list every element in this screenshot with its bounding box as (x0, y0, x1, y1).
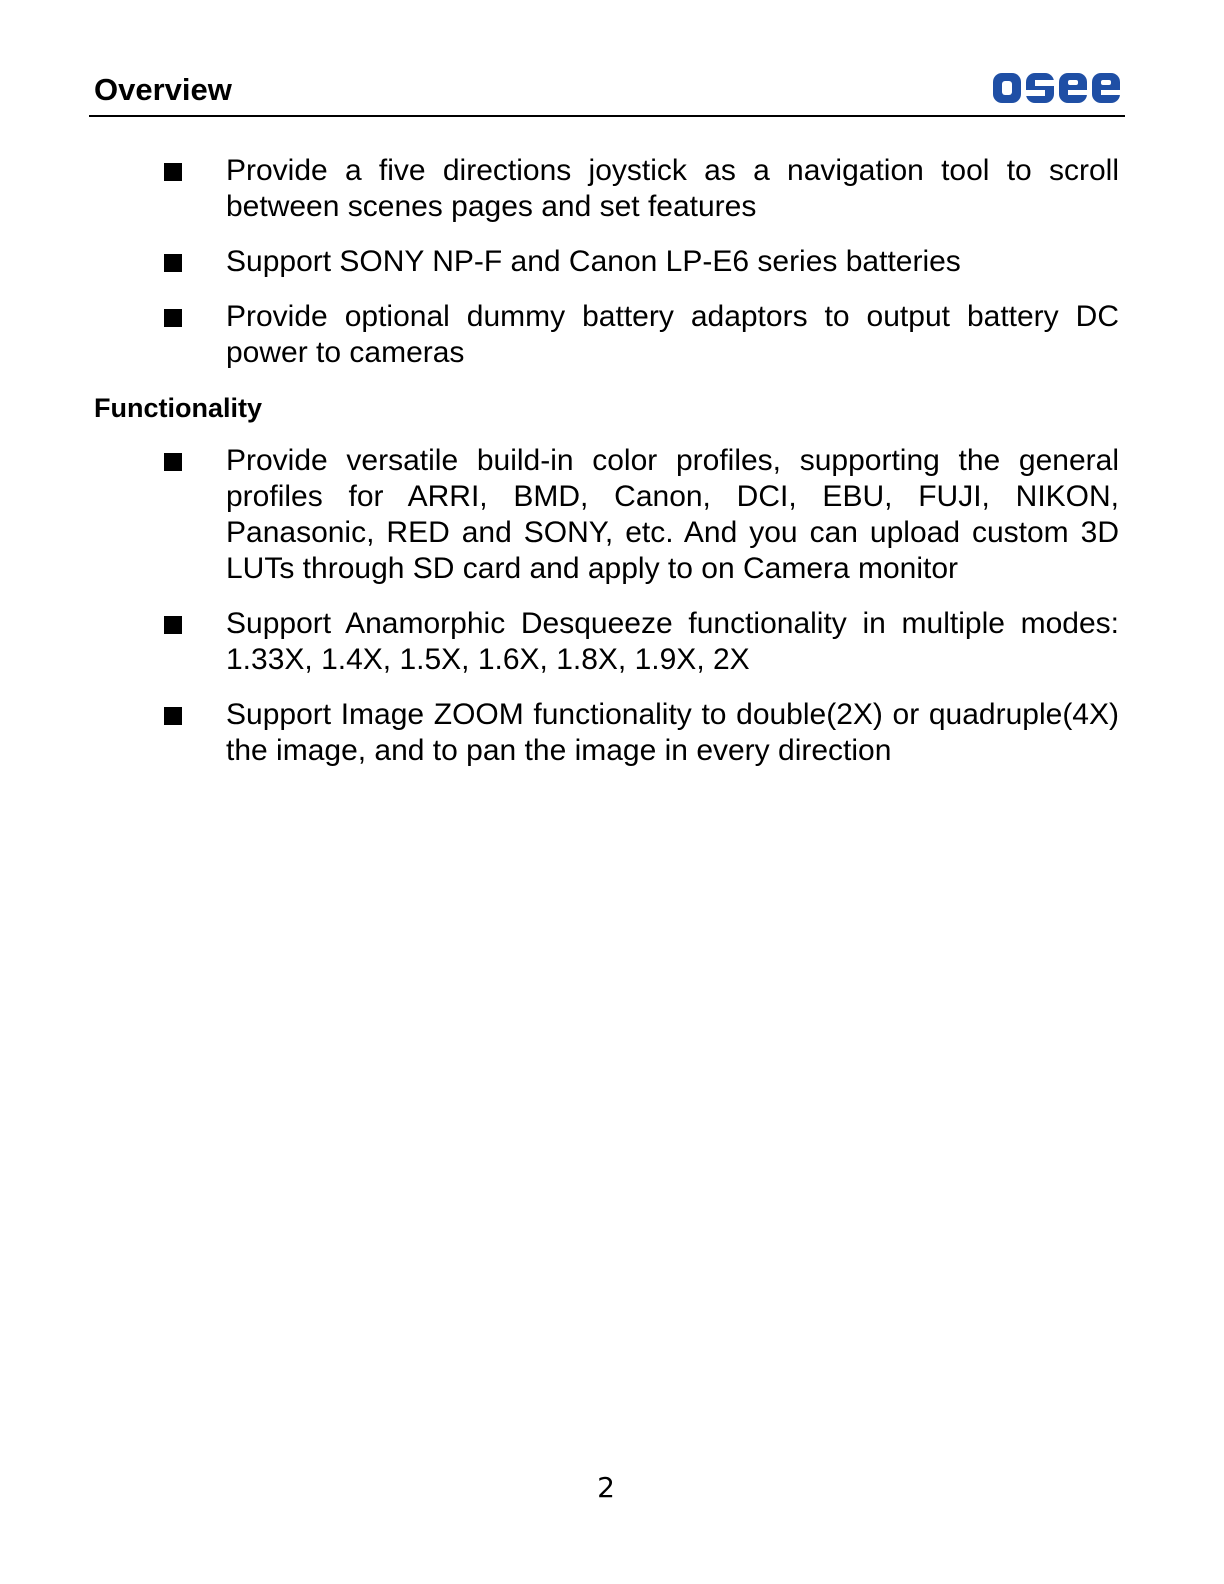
functionality-bullet-list (0, 443, 1224, 788)
bullet-text: Support Anamorphic Desqueeze functionality in multiple modes: 1.33X, 1.4X, 1.5X, 1.6X, 1.8X, 1.9X, 2X (226, 607, 1119, 676)
list-item (0, 443, 1224, 587)
functionality-heading: Functionality (94, 393, 262, 423)
list-item (0, 153, 1224, 225)
square-bullet-icon (164, 163, 182, 181)
osee-logo (993, 71, 1121, 105)
list-item (0, 697, 1224, 769)
square-bullet-icon (164, 707, 182, 725)
bullet-text: Support SONY NP-F and Canon LP-E6 series batteries (226, 245, 961, 278)
bullet-text: Provide versatile build-in color profiles, supporting the general profiles for ARRI, BMD, Canon, DCI, EBU, FUJI, NIKON, Panasonic, RED and SONY, etc. And you can upload custom 3D LUTs through SD card and apply to on Camera monitor (226, 444, 1119, 585)
page-title: Overview (94, 72, 232, 107)
list-item (0, 244, 1224, 280)
bullet-text: Provide optional dummy battery adaptors to output battery DC power to cameras (226, 300, 1119, 369)
page-header (89, 66, 1125, 117)
square-bullet-icon (164, 254, 182, 272)
logo-text (993, 105, 994, 106)
square-bullet-icon (164, 453, 182, 471)
list-item (0, 606, 1224, 678)
overview-bullet-list (0, 153, 1224, 390)
bullet-text: Support Image ZOOM functionality to double(2X) or quadruple(4X) the image, and to pan the image in every direction (226, 698, 1119, 767)
square-bullet-icon (164, 309, 182, 327)
square-bullet-icon (164, 616, 182, 634)
list-item (0, 299, 1224, 371)
page-number: 2 (597, 1471, 615, 1504)
bullet-text: Provide a five directions joystick as a navigation tool to scroll between scenes pages and set features (226, 154, 1119, 223)
osee-logo-graphic (993, 71, 1121, 105)
